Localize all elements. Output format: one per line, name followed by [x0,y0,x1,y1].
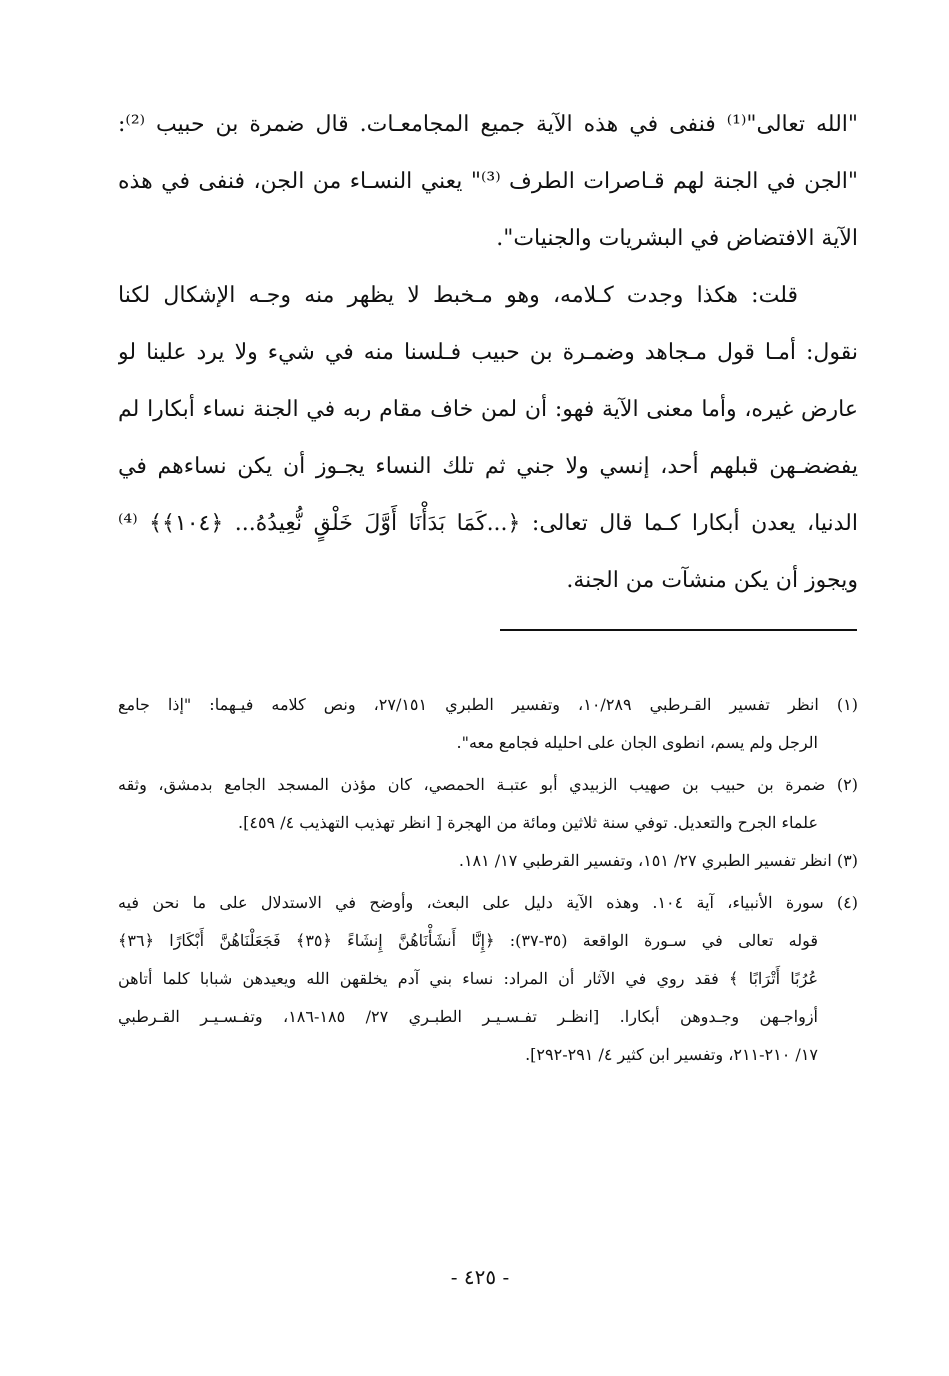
footnote-line: (٤) سورة الأنبياء، آية ١٠٤. وهذه الآية دليل على البعث، وأوضح في الاستدلال على ما نحن فيه [118,893,858,912]
footnote-line: عُرُبًا أَتْرَابًا ﴾ فقد روي في الآثار أن المراد: نساء بني آدم يخلقهن الله ويعيدهن شبابا كلما أتاهن [118,969,818,988]
footnote-line: أزواجـهن وجـدوهن أبكارا. [انظـر تفـسـيـر الطبـري ٢٧/ ١٨٥-١٨٦، وتفـسـيـر القـرطبي [118,1007,818,1026]
main-line: الدنيا، يعدن أبكارا كـما قال تعالى: ﴿...كَمَا بَدَأْنَا أَوَّلَ خَلْقٍ نُّعِيدُهُ... ﴿١٠٤﴾﴾ ⁽⁴⁾ [118,511,858,536]
footnote-line: (٣) انظر تفسير الطبري ٢٧/ ١٥١، وتفسير القرطبي ١٧/ ١٨١. [458,851,858,870]
footnote-line: ١٧/ ٢١٠-٢١١، وتفسير ابن كثير ٤/ ٢٩١-٢٩٢]. [525,1045,818,1064]
footnote-line: قوله تعالى في سـورة الواقعة (٣٥-٣٧): ﴿إِنَّا أَنشَأْنَاهُنَّ إِنشَاءً ﴿٣٥﴾ فَجَعَلْنَاهُنَّ أَبْكَارًا ﴿٣٦﴾ [118,931,818,950]
footnote-divider [500,629,857,631]
footnote-line: الرجل ولم يسم، انطوى الجان على احليله فجامع معه". [456,733,818,752]
page-number: - ٤٢٥ - [450,1265,510,1289]
main-text-block [118,96,858,609]
footnote-line: (١) انظر تفسير القـرطبي ١٠/٢٨٩، وتفسير الطبري ٢٧/١٥١، ونص كلامه فيـهما: "إذا جامع [118,695,858,714]
main-line: يفضضـهن قبلهم أحد، إنسي ولا جني ثم تلك النساء يجـوز أن يكن نساءهم في [118,454,858,479]
main-line: "الجن في الجنة لهم قـاصرات الطرف ⁽³⁾" يعني النسـاء من الجن، فنفى في هذه [118,169,858,194]
footnote-line: علماء الجرح والتعديل. توفي سنة ثلاثين ومائة من الهجرة [ انظر تهذيب التهذيب ٤/ ٤٥٩]. [238,813,818,832]
main-line: "الله تعالى"⁽¹⁾ فنفى في هذه الآية جميع المجامعـات. قال ضمرة بن حبيب ⁽²⁾: [118,112,858,137]
footnote-line: (٢) ضمرة بن حبيب بن صهيب الزبيدي أبو عتبـة الحمصي، كان مؤذن المسجد الجامع بدمشق، وثقه [118,775,858,794]
main-line: الآية الافتضاض في البشريات والجنيات". [496,226,858,251]
main-line: ويجوز أن يكن منشآت من الجنة. [566,568,858,593]
footnotes-block [118,686,858,1074]
main-line: نقول: أمـا قول مـجاهد وضمـرة بن حبيب فـلسنا منه في شيء ولا يرد علينا لو [118,340,858,365]
main-line: عارض غيره، وأما معنى الآية فهو: أن لمن خاف مقام ربه في الجنة نساء أبكارا لم [118,397,858,422]
main-line: قلت: هكذا وجدت كـلامه، وهو مـخبط لا يظهر منه وجـه الإشكال لكنا [118,283,798,308]
